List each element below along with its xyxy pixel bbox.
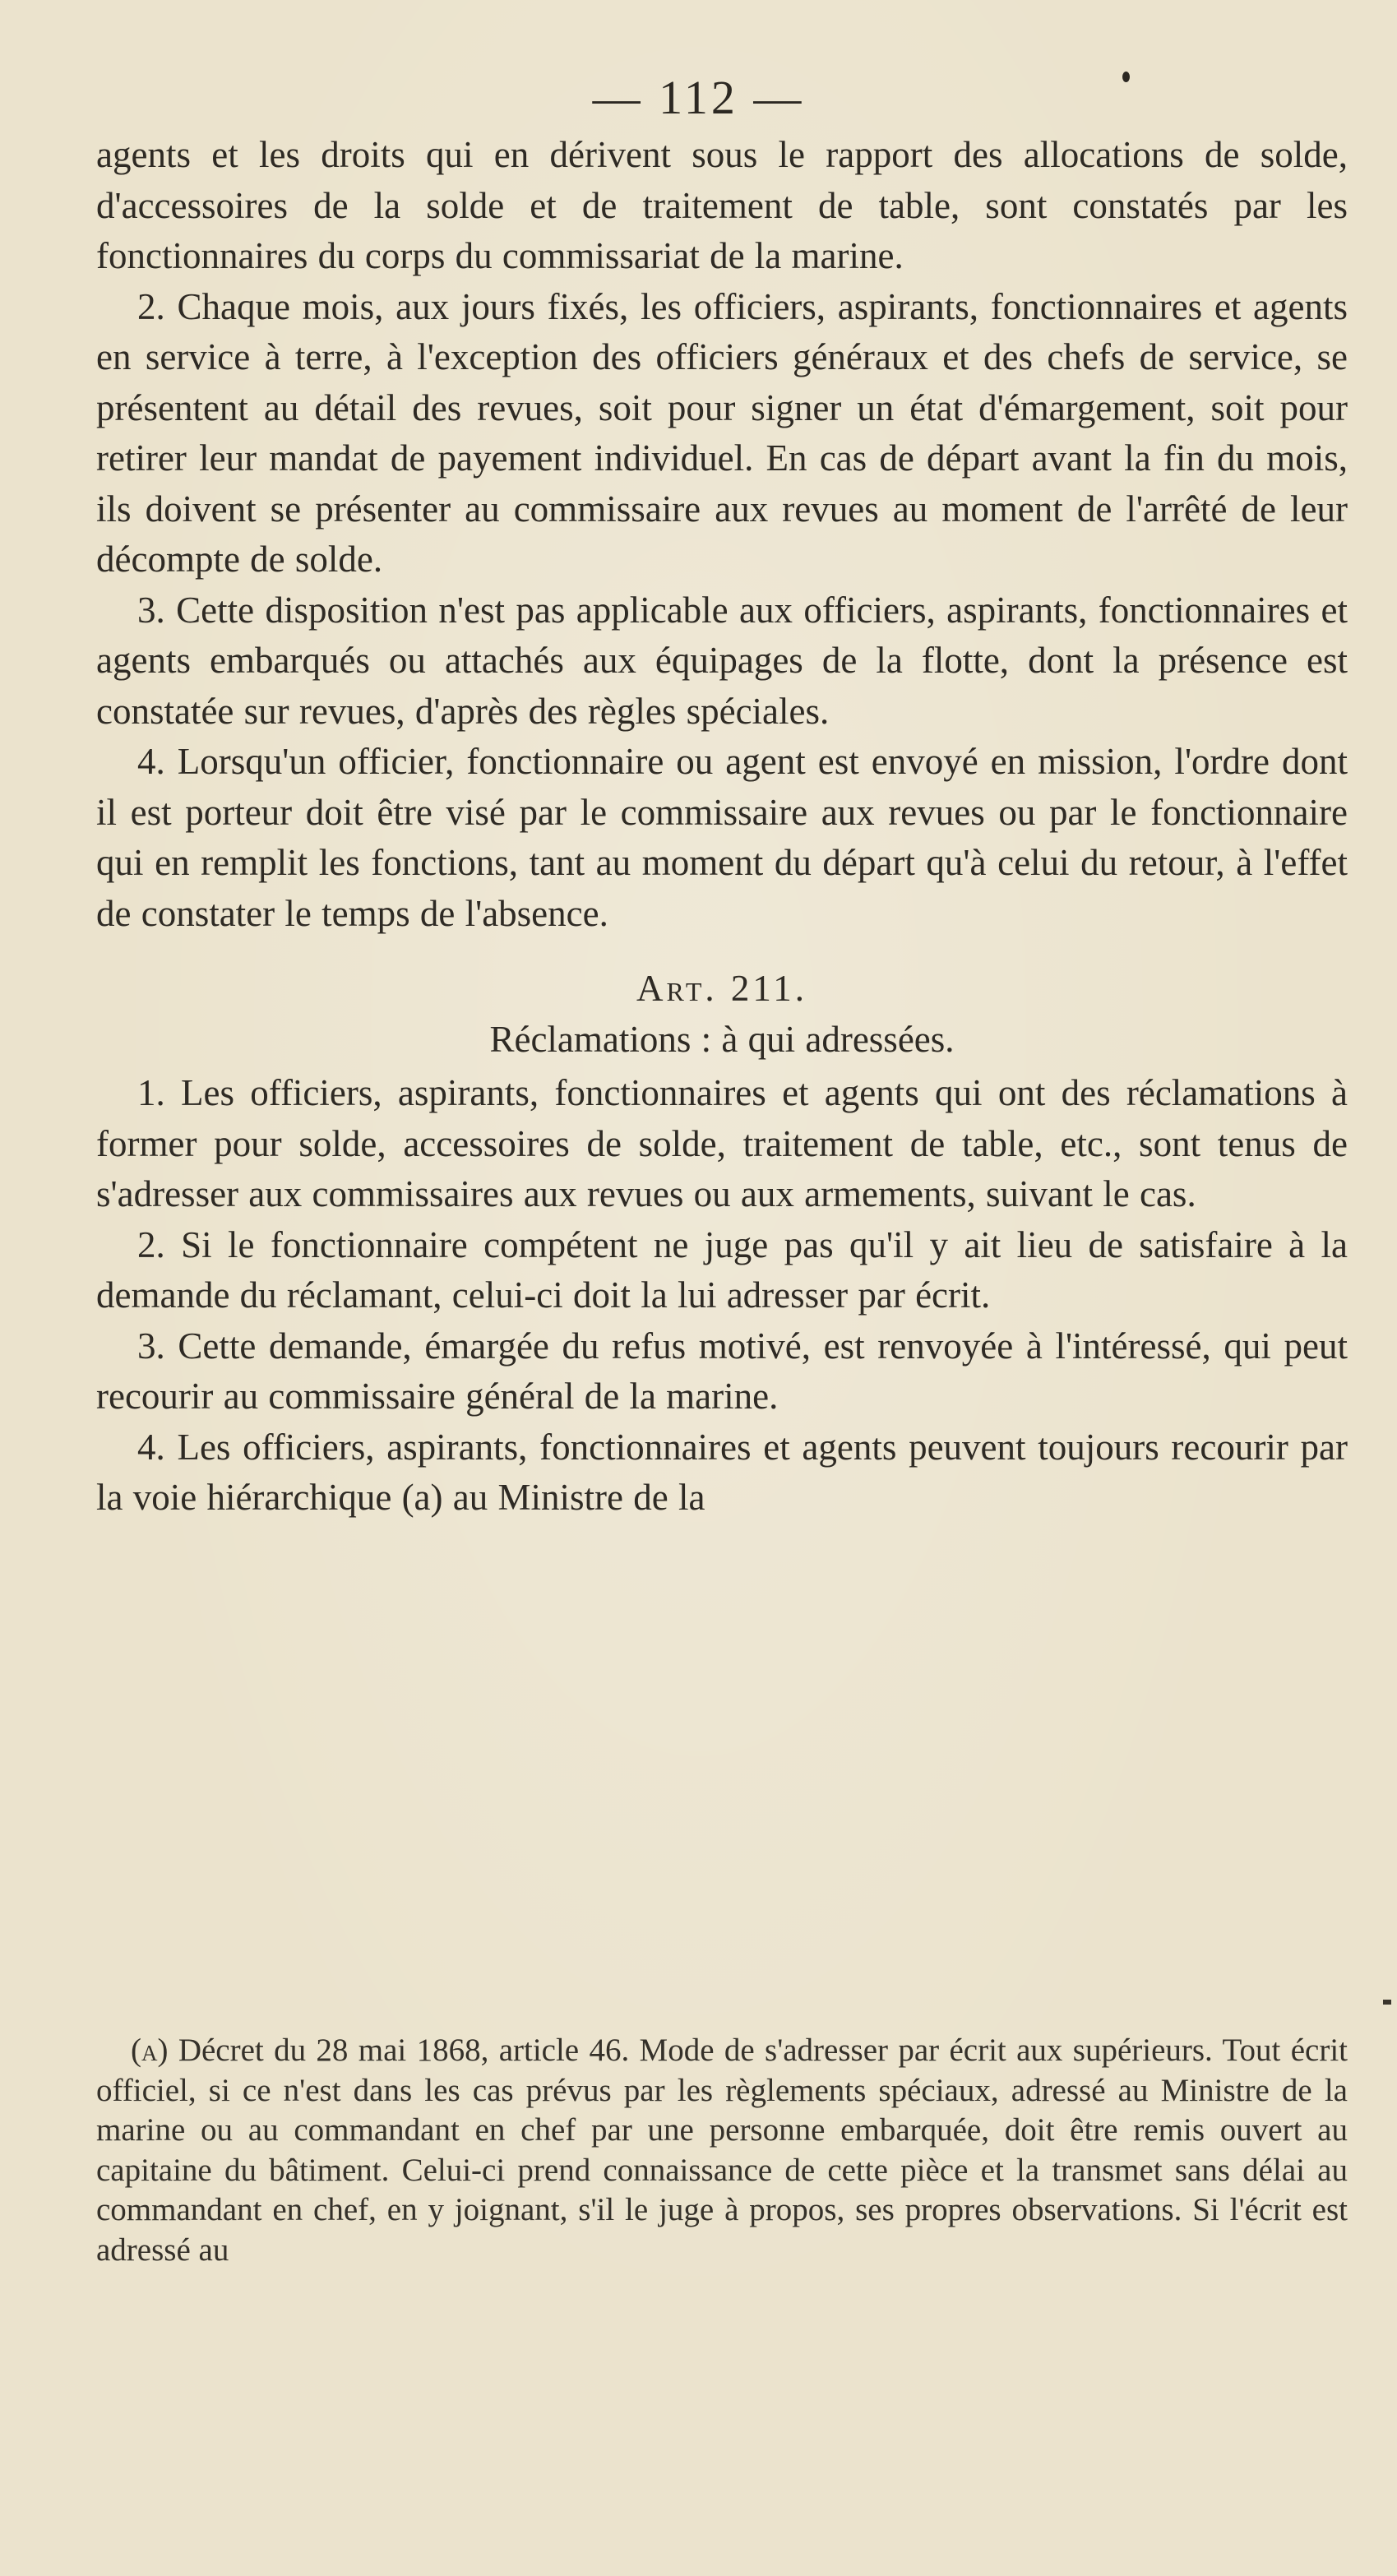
article-heading: Art. 211. xyxy=(636,968,808,1009)
footnote xyxy=(96,2031,1348,2270)
article-paragraph-3: 3. Cette demande, émargée du refus motivé, est renvoyée à l'intéressé, qui peut recourir au commissaire général de la marine. xyxy=(96,1325,1348,1417)
paragraph-2: 2. Chaque mois, aux jours fixés, les officiers, aspirants, fonctionnaires et agents en service à terre, à l'exception des officiers généraux et des chefs de service, se présentent au détail des revues, soit pour signer un état d'émargement, soit pour retirer leur mandat de payement individuel. En cas de départ avant la fin du mois, ils doivent se présenter au commissaire aux revues au moment de l'arrêté de leur décompte de solde. xyxy=(96,285,1348,580)
footnote-text: Décret du 28 mai 1868, article 46. Mode de s'adresser par écrit aux supérieurs. Tout écrit officiel, si ce n'est dans les cas prévus par les règlements spéciaux, adressé au Ministre de la marine ou au commandant en chef par une personne embarquée, doit être remis ouvert au capitaine du bâtiment. Celui-ci prend connaissance de cette pièce et la transmet sans délai au commandant en chef, en y joignant, s'il le juge à propos, ses propres observations. Si l'écrit est adressé au xyxy=(96,2033,1348,2268)
article-paragraph-1: 1. Les officiers, aspirants, fonctionnaires et agents qui ont des réclamations à former pour solde, accessoires de solde, traitement de table, etc., sont tenus de s'adresser aux commissaires aux revues ou aux armements, suivant le cas. xyxy=(96,1072,1348,1214)
article-paragraph-2: 2. Si le fonctionnaire compétent ne juge pas qu'il y ait lieu de satisfaire à la demande du réclamant, celui-ci doit la lui adresser par écrit. xyxy=(96,1223,1348,1316)
paragraph-continuation: agents et les droits qui en dérivent sous le rapport des allocations de solde, d'accessoires de la solde et de traitement de table, sont constatés par les fonctionnaires du corps du commissariat de la marine. xyxy=(96,134,1348,276)
paragraph-3: 3. Cette disposition n'est pas applicable aux officiers, aspirants, fonctionnaires et agents embarqués ou attachés aux équipages de la flotte, dont la présence est constatée sur revues, d'après des règles spéciales. xyxy=(96,589,1348,732)
paragraph-4: 4. Lorsqu'un officier, fonctionnaire ou agent est envoyé en mission, l'ordre dont il est porteur doit être visé par le commissaire aux revues ou par le fonctionnaire qui en remplit les fonctions, tant au moment du départ qu'à celui du retour, à l'effet de constater le temps de l'absence. xyxy=(96,741,1348,934)
print-speck-mark xyxy=(1122,72,1130,82)
margin-mark xyxy=(1383,2000,1391,2005)
page-number: — 112 — xyxy=(592,71,805,124)
article-subheading: Réclamations : à qui adressées. xyxy=(489,1018,955,1060)
main-text-block xyxy=(96,130,1348,1524)
footnote-marker: (a) xyxy=(131,2033,169,2068)
article-paragraph-4: 4. Les officiers, aspirants, fonctionnaires et agents peuvent toujours recourir par la voie hiérarchique (a) au Ministre de la xyxy=(96,1426,1348,1518)
